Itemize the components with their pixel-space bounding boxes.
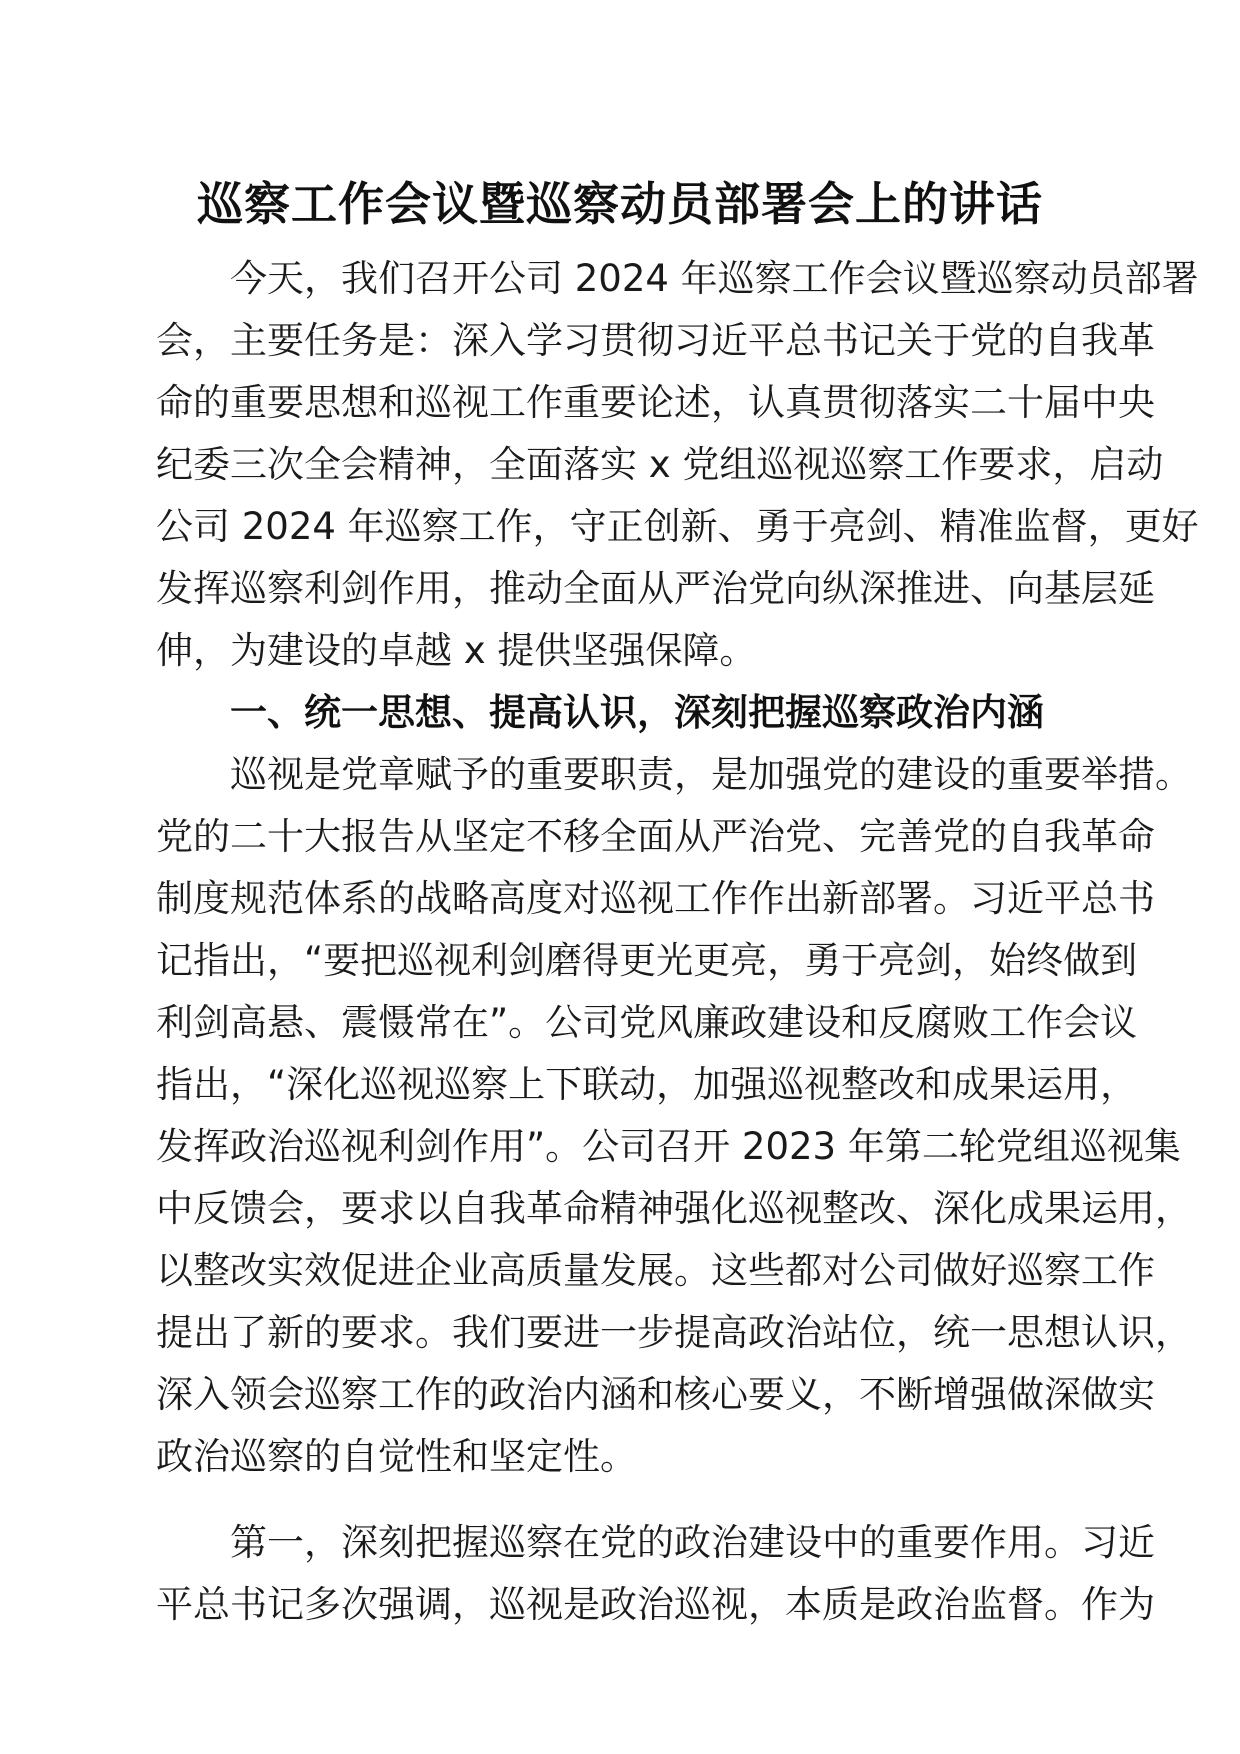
paragraph-line: 巡视是党章赋予的重要职责，是加强党的建设的重要举措。 [230,753,1192,796]
paragraph-line: 会，主要任务是：深入学习贯彻习近平总书记关于党的自我革 [156,319,1155,362]
paragraph-line: 提出了新的要求。我们要进一步提高政治站位，统一思想认识， [156,1311,1192,1354]
paragraph-line: 中反馈会，要求以自我革命精神强化巡视整改、深化成果运用， [156,1187,1192,1230]
section-heading: 一、统一思想、提高认识，深刻把握巡察政治内涵 [230,691,1044,734]
document-title: 巡察工作会议暨巡察动员部署会上的讲话 [197,177,1043,231]
paragraph-line: 第一，深刻把握巡察在党的政治建设中的重要作用。习近 [230,1521,1155,1564]
paragraph-line: 发挥巡察利剑作用，推动全面从严治党向纵深推进、向基层延 [156,567,1155,610]
paragraph-line: 利剑高悬、震慑常在”。公司党风廉政建设和反腐败工作会议 [156,1001,1138,1044]
paragraph-line: 指出，“深化巡视巡察上下联动，加强巡视整改和成果运用， [156,1063,1138,1106]
paragraph-line: 以整改实效促进企业高质量发展。这些都对公司做好巡察工作 [156,1249,1155,1292]
paragraph-line: 发挥政治巡视利剑作用”。公司召开 2023 年第二轮党组巡视集 [156,1125,1181,1168]
paragraph-line: 命的重要思想和巡视工作重要论述，认真贯彻落实二十届中央 [156,381,1155,424]
paragraph-line: 公司 2024 年巡察工作，守正创新、勇于亮剑、精准监督，更好 [156,505,1199,548]
paragraph-line: 制度规范体系的战略高度对巡视工作作出新部署。习近平总书 [156,877,1155,920]
paragraph-line: 记指出，“要把巡视利剑磨得更光更亮，勇于亮剑，始终做到 [156,939,1138,982]
paragraph-line: 纪委三次全会精神，全面落实 x 党组巡视巡察工作要求，启动 [156,443,1164,486]
paragraph-line: 今天，我们召开公司 2024 年巡察工作会议暨巡察动员部署 [230,257,1199,300]
paragraph-line: 伸，为建设的卓越 x 提供坚强保障。 [156,629,757,672]
paragraph-line: 平总书记多次强调，巡视是政治巡视，本质是政治监督。作为 [156,1583,1155,1626]
paragraph-line: 深入领会巡察工作的政治内涵和核心要义，不断增强做深做实 [156,1373,1155,1416]
paragraph-line: 政治巡察的自觉性和坚定性。 [156,1435,637,1478]
paragraph-line: 党的二十大报告从坚定不移全面从严治党、完善党的自我革命 [156,815,1155,858]
